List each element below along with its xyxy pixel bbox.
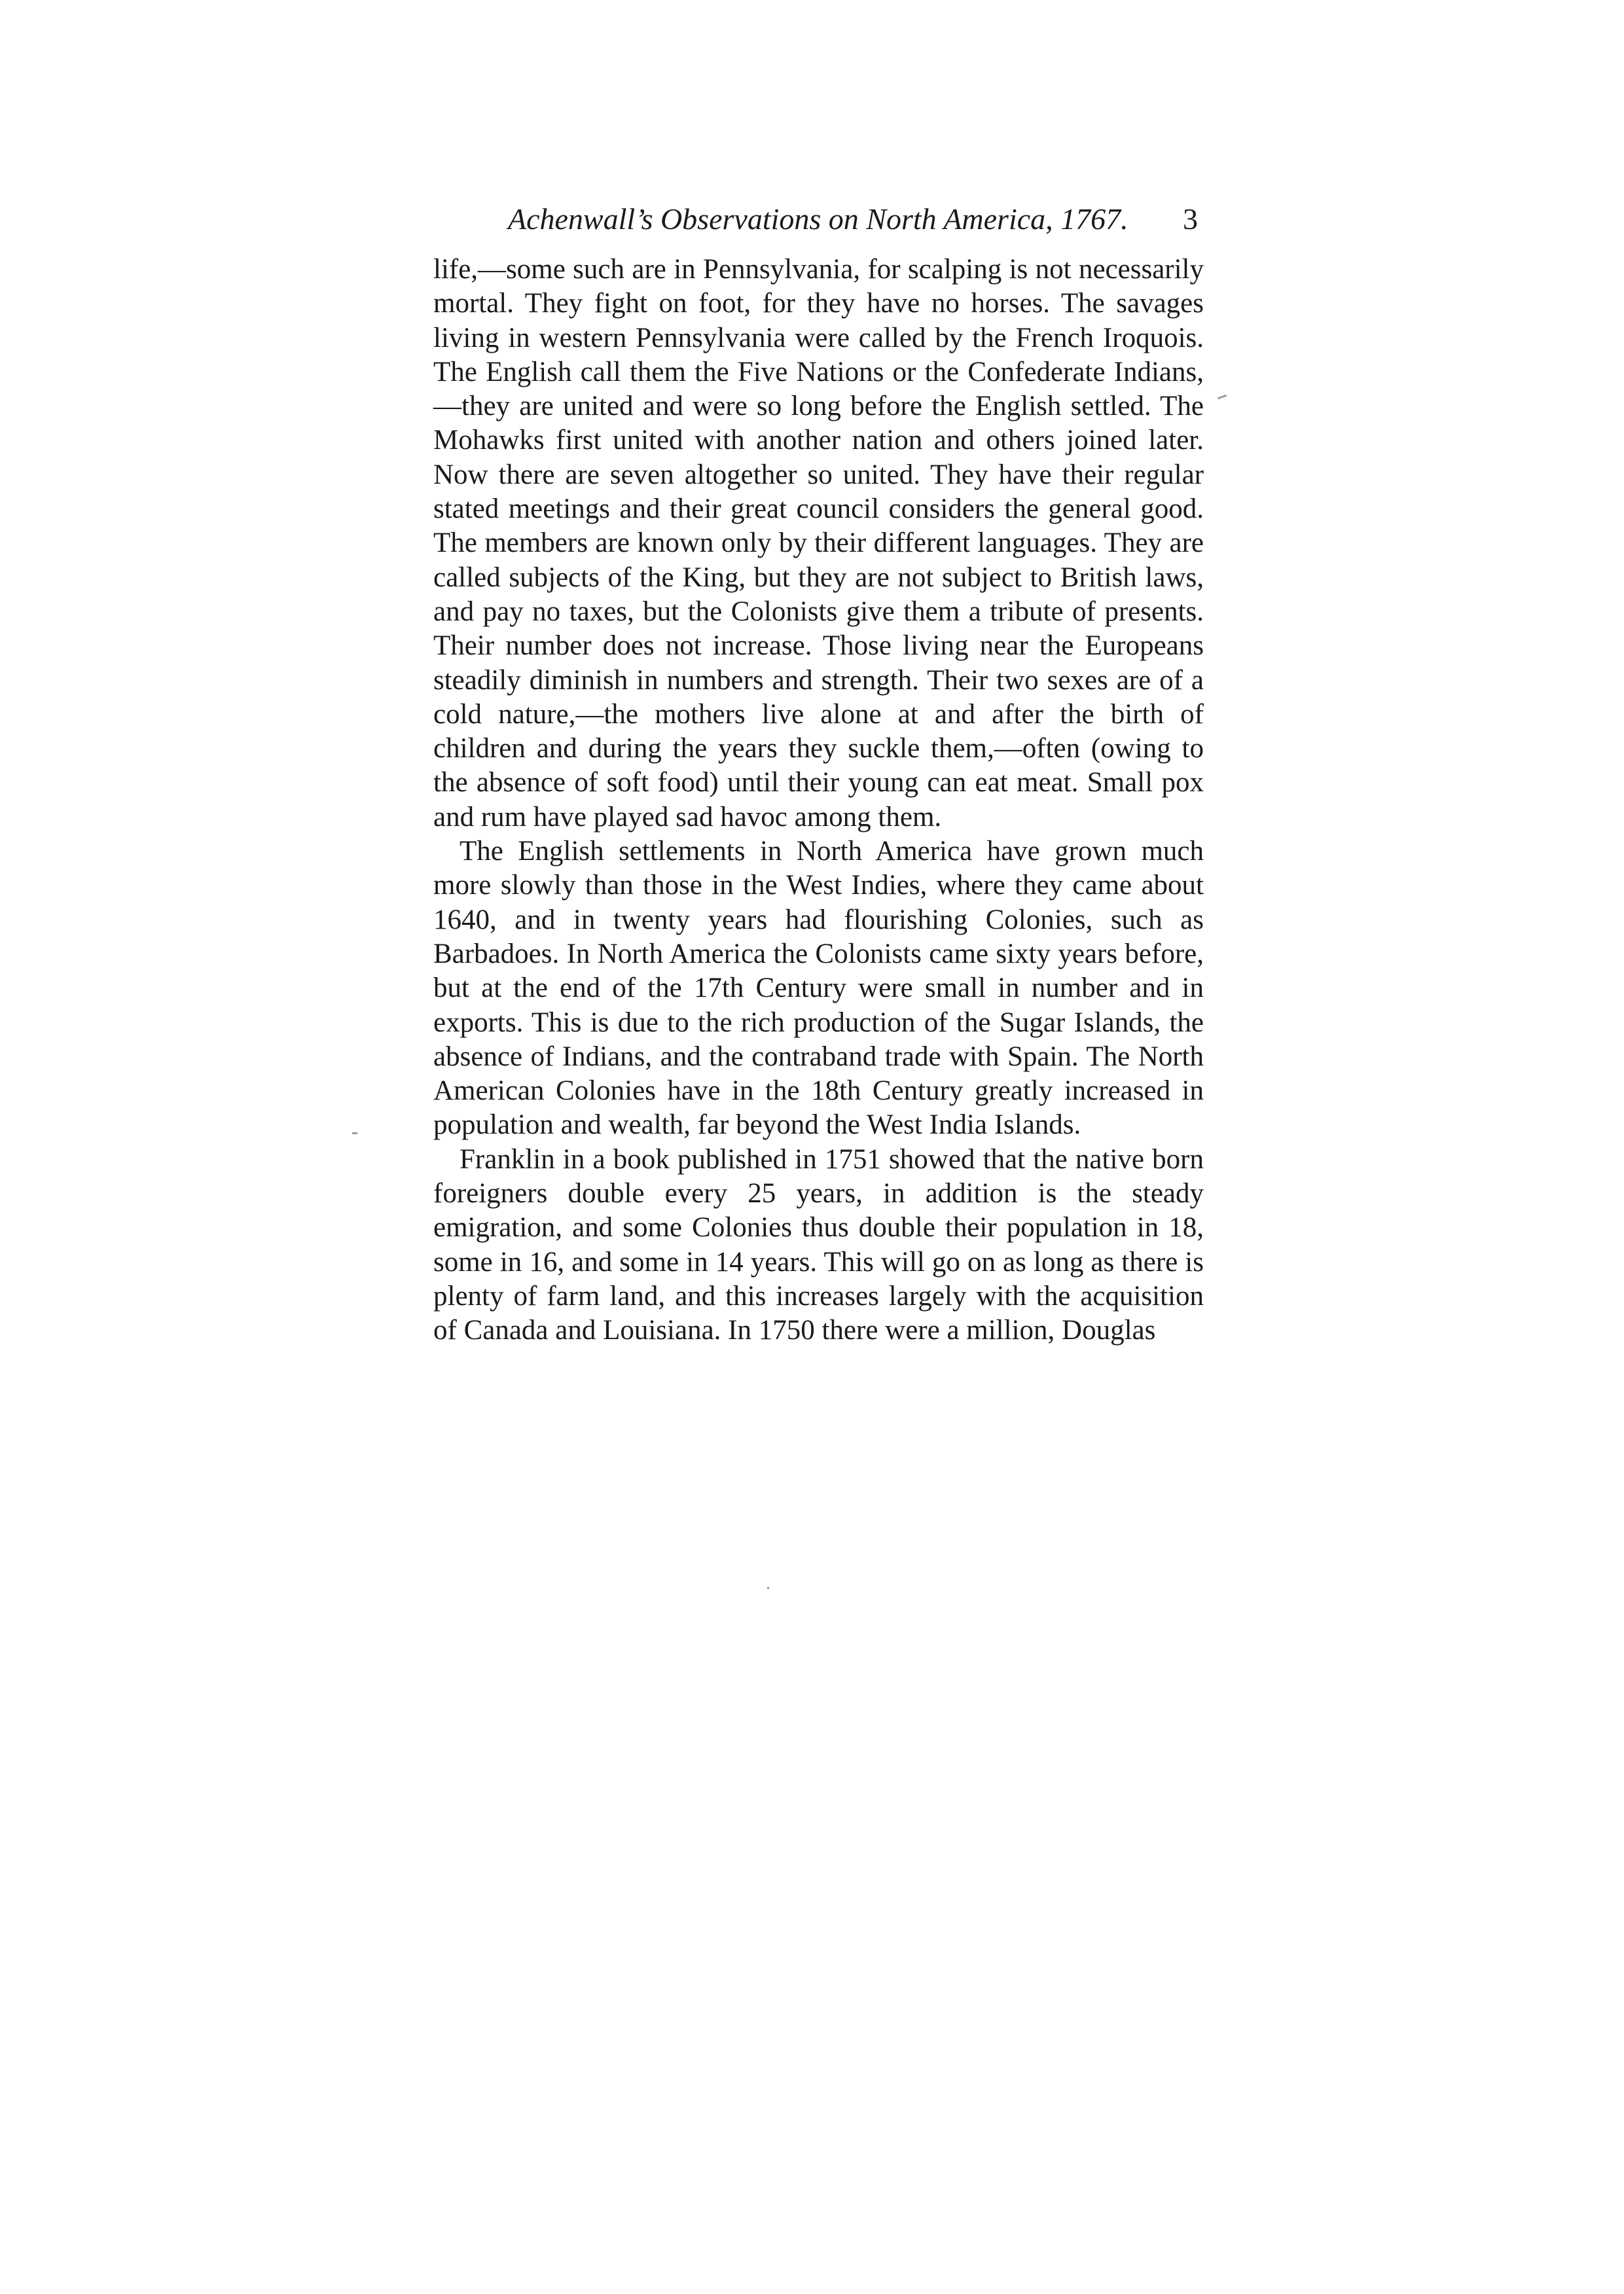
paragraph-2: The English settlements in North America have grown much more slowly than those in the West Indies, where they came about 1640, and in twenty years had flourishing Colonies, such as Barbadoes. In North America the Colonists came sixty years before, but at the end of the 17th Century were small in number and in exports. This is due to the rich production of the Sugar Islands, the absence of Indians, and the contraband trade with Spain. The North American Colonies have in the 18th Century greatly increased in population and wealth, far beyond the West India Islands. [433, 836, 1204, 1141]
margin-mark-bottom [767, 1587, 769, 1589]
running-title: Achenwall’s Observations on North America, 1767. [508, 202, 1128, 236]
margin-mark-right [1218, 395, 1227, 400]
page-number: 3 [1183, 202, 1198, 236]
running-head [432, 196, 1218, 242]
margin-mark-left [352, 1132, 357, 1134]
body-text [433, 253, 1204, 1348]
paragraph-1: life,—some such are in Pennsylvania, for scalping is not necessarily mortal. They fight on foot, for they have no horses. The savages living in western Pennsylvania were called by the French Iroquois. The English call them the Five Nations or the Confederate Indians,—they are united and were so long before the English settled. The Mohawks first united with another nation and others joined later. Now there are seven altogether so united. They have their regular stated meetings and their great council considers the general good. The members are known only by their different languages. They are called subjects of the King, but they are not subject to British laws, and pay no taxes, but the Colonists give them a tribute of presents. Their number does not increase. Those living near the Europeans steadily diminish in numbers and strength. Their two sexes are of a cold nature,—the mothers live alone at and after the birth of children and during the years they suckle them,—often (owing to the absence of soft food) until their young can eat meat. Small pox and rum have played sad havoc among them. [433, 254, 1204, 833]
paragraph-3: Franklin in a book published in 1751 showed that the native born foreigners double every 25 years, in addition is the steady emigration, and some Colonies thus double their population in 18, some in 16, and some in 14 years. This will go on as long as there is plenty of farm land, and this increases largely with the acquisition of Canada and Louisiana. In 1750 there were a million, Douglas [433, 1143, 1204, 1346]
